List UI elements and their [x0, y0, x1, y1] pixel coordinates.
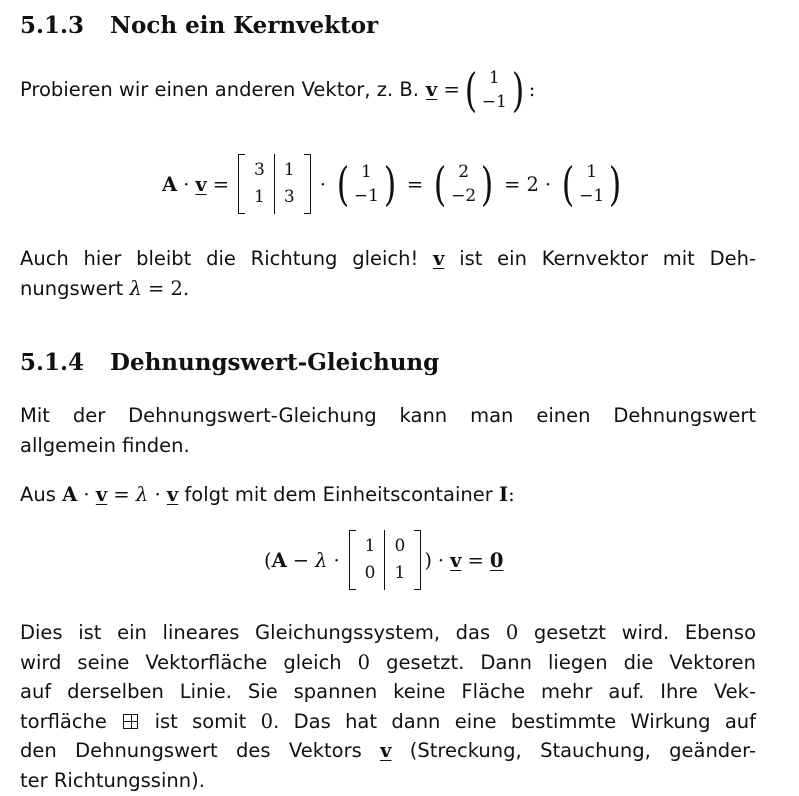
- matrix-a: [238, 154, 311, 214]
- inline-vector-v: ( 1 −1 ): [464, 63, 525, 117]
- equation-characteristic: ( A − λ · 1 0 0 1 ) · v = 0: [264, 530, 503, 590]
- vector-area-grid-icon: [123, 714, 138, 729]
- section-heading-5-1-3: [20, 12, 378, 39]
- vector-v-display: ( 1 −1 ): [336, 157, 397, 211]
- section-title: Noch ein Kernvektor: [110, 12, 379, 39]
- paragraph-eigenvector: Auch hier bleibt die Richtung gleich! v ist ein Kernvektor mit Deh- nungswert λ = 2.: [20, 247, 756, 300]
- vector-v-result: ( 1 −1 ): [561, 157, 622, 211]
- paragraph-intro-equation: Mit der Dehnungswert-Gleichung kann man einen Dehnungswert allgemein finden.: [20, 404, 756, 457]
- result-vector: ( 2 −2 ): [433, 157, 494, 211]
- equation-av: A · v = 3 1 1 3 · ( 1 −1 ) = ( 2 −2 ) = 2 · ( 1 −1 ): [162, 154, 626, 214]
- section-title: Dehnungswert-Gleichung: [110, 349, 440, 376]
- scalar-factor: 2: [526, 172, 539, 196]
- a12: 1: [283, 160, 295, 180]
- identity-matrix: 1 0 0 1: [349, 530, 422, 590]
- v-component-1: 1: [488, 68, 500, 88]
- inline-vector-v-eq: v =: [425, 78, 460, 102]
- paragraph-linear-system: Dies ist ein lineares Gleichungssystem, das 0 gesetzt wird. Ebenso wird seine Vektorfläche gleich 0 gesetzt. Dann liegen die Vektoren auf derselben Linie. Sie spannen keine Fläche mehr auf. Ihre Vek- torfläche ist somit 0. Das hat dann eine bestimmte Wirkung auf den Dehnungswert des Vektors v (Streckung, Stauchung, geänder- ter Richtungssinn).: [20, 621, 757, 792]
- section-number: 5.1.3: [20, 12, 85, 39]
- v-component-2: −1: [481, 92, 507, 112]
- intro-line: Probieren wir einen anderen Vektor, z. B. v = ( 1 −1 ) :: [20, 63, 536, 117]
- a11: 3: [254, 160, 265, 180]
- paragraph-from-equation: Aus A · v = λ · v folgt mit dem Einheitscontainer I:: [20, 483, 515, 506]
- a21: 1: [254, 187, 265, 207]
- section-number: 5.1.4: [20, 349, 85, 376]
- section-heading-5-1-4: [20, 349, 439, 376]
- intro-text: Probieren wir einen anderen Vektor, z. B.: [20, 78, 419, 102]
- a22: 3: [283, 187, 295, 207]
